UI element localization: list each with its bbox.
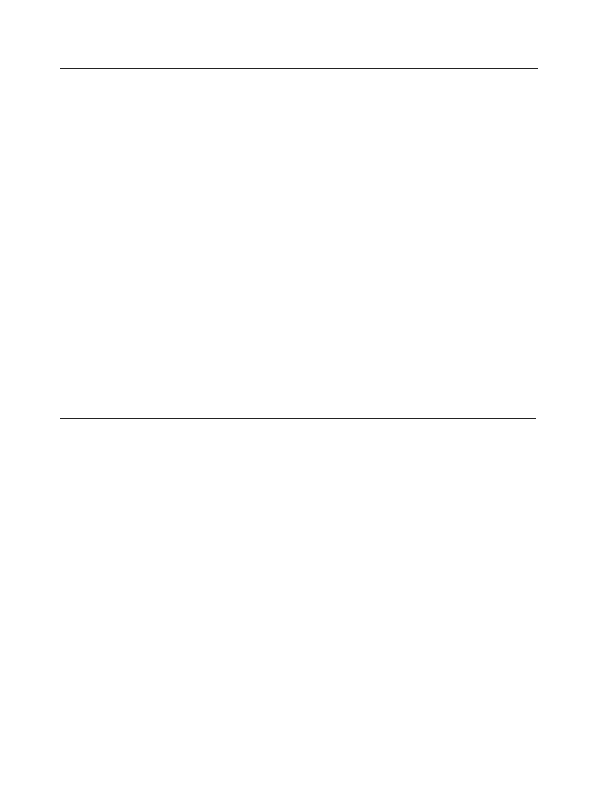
header-rule — [60, 68, 538, 69]
abstract-cn — [78, 216, 518, 231]
abstract-divider — [60, 418, 536, 419]
classification-line — [96, 265, 516, 280]
english-abstract — [78, 334, 518, 350]
